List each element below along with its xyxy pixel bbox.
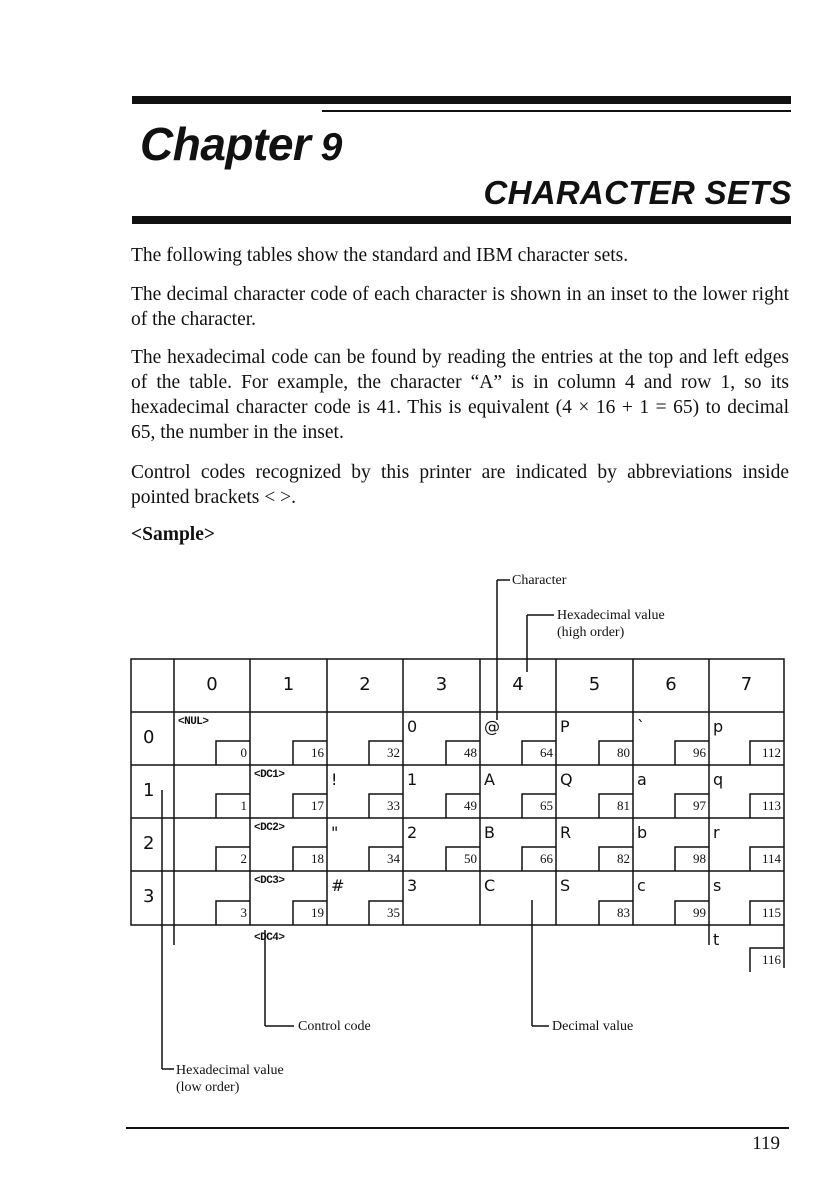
decimal-value: 50 xyxy=(464,851,477,866)
character-glyph: " xyxy=(331,823,339,842)
footer-rule xyxy=(126,1127,789,1129)
character-glyph: P xyxy=(560,717,570,736)
row-header: 2 xyxy=(143,833,155,854)
character-glyph: B xyxy=(484,823,495,842)
callout-hex-high-1: Hexadecimal value xyxy=(557,608,665,623)
callout-hex-low-2: (low order) xyxy=(176,1080,240,1095)
column-header: 4 xyxy=(512,674,524,695)
character-glyph: @ xyxy=(484,717,500,736)
character-glyph: Q xyxy=(560,770,573,789)
decimal-value: 96 xyxy=(693,745,706,760)
character-glyph: c xyxy=(637,876,646,895)
paragraph-intro: The following tables show the standard and IBM character sets. xyxy=(131,245,629,266)
decimal-value: 2 xyxy=(240,851,247,866)
decimal-value: 19 xyxy=(311,905,324,920)
decimal-value: 97 xyxy=(693,798,706,813)
column-header: 6 xyxy=(665,674,677,695)
character-glyph: R xyxy=(560,823,572,842)
column-header: 3 xyxy=(435,674,448,695)
control-code-label: <DC4> xyxy=(254,932,285,944)
callout-hex-low-1: Hexadecimal value xyxy=(176,1063,284,1078)
character-glyph: 1 xyxy=(407,770,418,789)
page-title: CHARACTER SETS xyxy=(483,174,792,211)
decimal-value: 81 xyxy=(617,798,630,813)
decimal-value: 113 xyxy=(761,798,781,813)
callout-decimal-value: Decimal value xyxy=(552,1019,634,1034)
character-glyph: s xyxy=(713,876,722,895)
decimal-value: 17 xyxy=(311,798,324,813)
decimal-value: 64 xyxy=(540,745,553,760)
decimal-value: 16 xyxy=(311,745,324,760)
control-code-label: <DC3> xyxy=(254,875,285,887)
character-glyph: A xyxy=(484,770,495,789)
page-number: 119 xyxy=(752,1133,780,1154)
decimal-value: 0 xyxy=(240,745,247,760)
row-header: 3 xyxy=(143,886,155,907)
chapter-word: Chapter xyxy=(140,118,311,170)
decimal-value: 83 xyxy=(617,905,630,920)
column-header: 7 xyxy=(740,674,753,695)
callout-hex-high-2: (high order) xyxy=(557,625,625,640)
control-code-label: <DC2> xyxy=(254,822,285,834)
decimal-value: 98 xyxy=(693,851,706,866)
character-glyph: 3 xyxy=(407,876,418,895)
callout-control-code: Control code xyxy=(298,1019,371,1034)
row-header: 1 xyxy=(143,780,155,801)
decimal-value: 115 xyxy=(761,905,781,920)
character-glyph: t xyxy=(713,930,720,949)
character-glyph: S xyxy=(560,876,571,895)
column-header: 1 xyxy=(282,674,295,695)
character-glyph: C xyxy=(484,876,496,895)
decimal-value: 66 xyxy=(540,851,553,866)
chapter-number: 9 xyxy=(320,126,342,169)
character-glyph: 0 xyxy=(407,717,418,736)
decimal-value: 34 xyxy=(387,851,400,866)
decimal-value: 99 xyxy=(693,905,706,920)
decimal-value: 82 xyxy=(617,851,630,866)
sample-heading: <Sample> xyxy=(131,524,215,545)
decimal-value: 116 xyxy=(761,952,781,967)
character-glyph: r xyxy=(713,823,720,842)
decimal-value: 49 xyxy=(464,798,477,813)
column-header: 5 xyxy=(588,674,601,695)
character-glyph: # xyxy=(331,876,345,895)
paragraph-hex: The hexadecimal code can be found by reading the entries at the top and left edges of the table. For example, the character “A” is in column 4 and row 1, so its hexadecimal character code is 41. This is equivalent (4 × 16 + 1 = 65) to decimal 65, the number in the inset. xyxy=(131,347,789,443)
character-glyph: ` xyxy=(637,717,645,736)
paragraph-decimal: The decimal character code of each character is shown in an inset to the lower right of the character. xyxy=(131,284,789,330)
decimal-value: 65 xyxy=(540,798,553,813)
character-glyph: ! xyxy=(331,770,338,789)
decimal-value: 1 xyxy=(240,798,247,813)
callout-character: Character xyxy=(512,573,567,588)
character-glyph: a xyxy=(637,770,647,789)
character-glyph: q xyxy=(713,770,724,789)
decimal-value: 35 xyxy=(387,905,400,920)
decimal-value: 33 xyxy=(387,798,400,813)
control-code-label: <NUL> xyxy=(178,716,209,728)
decimal-value: 3 xyxy=(240,905,247,920)
row-header: 0 xyxy=(143,727,155,748)
decimal-value: 18 xyxy=(311,851,324,866)
decimal-value: 32 xyxy=(387,745,400,760)
character-glyph: b xyxy=(637,823,648,842)
character-glyph: 2 xyxy=(407,823,418,842)
paragraph-control: Control codes recognized by this printer are indicated by abbreviations inside pointed brackets < >. xyxy=(131,462,789,508)
decimal-value: 80 xyxy=(617,745,630,760)
decimal-value: 114 xyxy=(761,851,781,866)
column-header: 0 xyxy=(206,674,218,695)
column-header: 2 xyxy=(359,674,371,695)
decimal-value: 112 xyxy=(761,745,781,760)
control-code-label: <DC1> xyxy=(254,769,285,781)
decimal-value: 48 xyxy=(464,745,477,760)
character-glyph: p xyxy=(713,717,724,736)
